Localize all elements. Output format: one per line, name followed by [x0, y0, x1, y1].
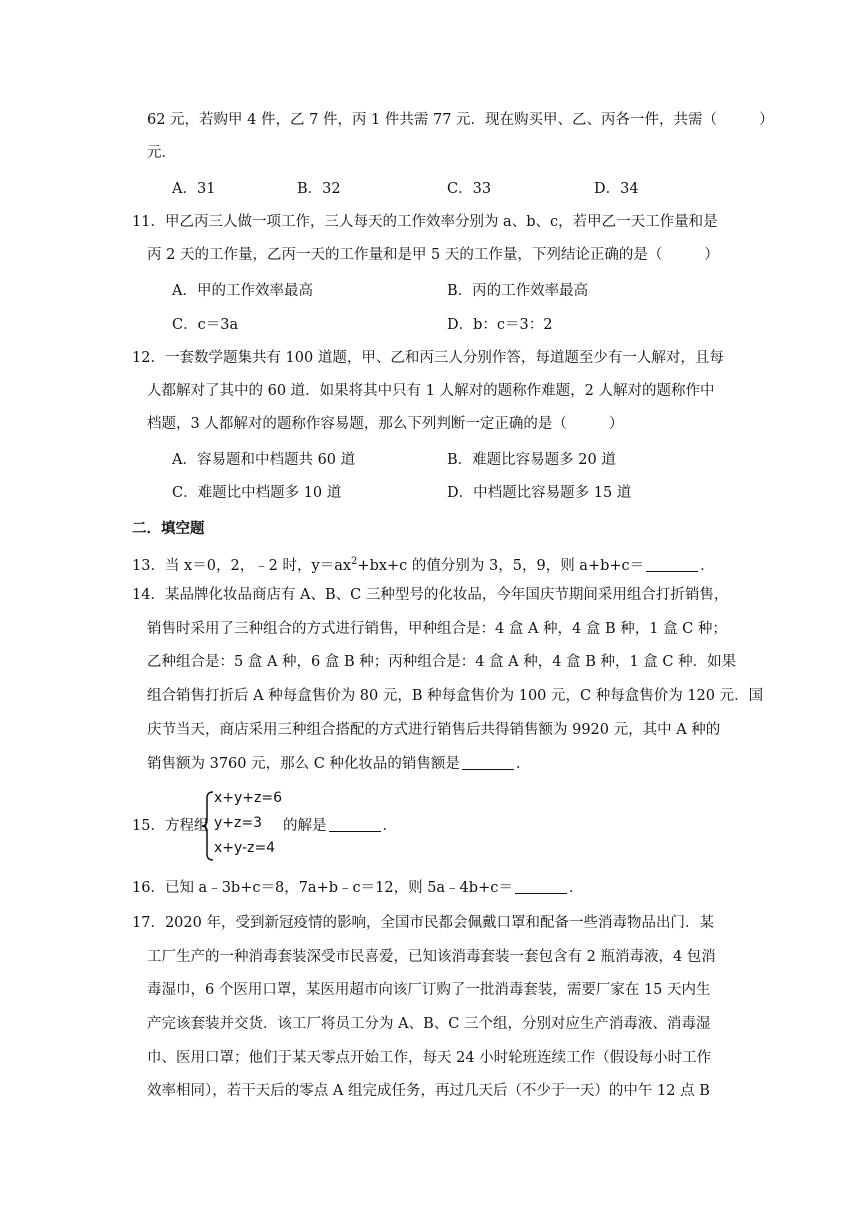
q11-text: 丙 2 天的工作量，乙丙一天的工作量和是甲 5 天的工作量，下列结论正确的是（ — [147, 247, 663, 263]
q11-option-d: D．b：c＝3：2 — [447, 317, 553, 333]
q10-line2: 元． — [147, 145, 176, 161]
q17-line3: 毒湿巾，6 个医用口罩，某医用超市向该厂订购了一批消毒套装，需要厂家在 15 天内生 — [147, 982, 711, 998]
q10-option-d: D．34 — [594, 181, 639, 197]
q12-option-d: D．中档题比容易题多 15 道 — [447, 485, 632, 501]
q14-line2: 销售时采用了三种组合的方式进行销售，甲种组合是：4 盒 A 种，4 盒 B 种，1 盒 C 种； — [147, 621, 727, 637]
q12-line1: 12．一套数学题集共有 100 道题，甲、乙和丙三人分别作答，每道题至少有一人解对，且每 — [132, 350, 724, 366]
q14-answer-blank — [462, 755, 514, 770]
q13-text-a: 13．当 x＝0，2，﹣2 时，y＝ax — [132, 557, 352, 574]
q13-end: ． — [700, 557, 715, 574]
q12-line3 — [147, 414, 623, 434]
q14-line5: 庆节当天，商店采用三种组合搭配的方式进行销售后共得销售额为 9920 元，其中 A 种的 — [147, 722, 721, 738]
q11-line2 — [147, 245, 719, 265]
q14-line3: 乙种组合是：5 盒 A 种，6 盒 B 种；丙种组合是：4 盒 A 种，4 盒 B 种，1 盒 C 种．如果 — [147, 654, 737, 670]
q11-paren-close: ） — [704, 247, 719, 263]
q13-answer-blank — [646, 557, 698, 572]
q15-equation-2: y+z=3 — [214, 815, 263, 831]
q10-line1 — [147, 110, 774, 130]
q16-end: ． — [568, 880, 584, 896]
q13-line — [132, 552, 715, 576]
q17-line4: 产完该套装并交货．该工厂将员工分为 A、B、C 三个组，分别对应生产消毒液、消毒湿 — [147, 1016, 711, 1032]
q10-text: 62 元，若购甲 4 件，乙 7 件，丙 1 件共需 77 元．现在购买甲、乙、丙各一件，共需（ — [147, 112, 718, 128]
q13-text-b: +bx+c 的值分别为 3，5，9，则 a+b+c＝ — [357, 557, 645, 574]
q12-paren-close: ） — [608, 416, 624, 432]
q11-option-b: B．丙的工作效率最高 — [447, 283, 589, 299]
q13-exponent: 2 — [351, 556, 358, 567]
q15-suffix-line — [283, 816, 397, 836]
q16-line — [132, 878, 583, 898]
q12-line2: 人都解对了其中的 60 道．如果将其中只有 1 人解对的题称作难题，2 人解对的题称作中 — [147, 383, 715, 399]
q17-line2: 工厂生产的一种消毒套装深受市民喜爱，已知该消毒套装一套包含有 2 瓶消毒液，4 包消 — [147, 949, 716, 965]
q16-answer-blank — [515, 879, 567, 894]
q15-answer-blank — [329, 817, 381, 832]
section-fill-in-title: 二．填空题 — [132, 520, 205, 537]
q12-option-c: C．难题比中档题多 10 道 — [172, 485, 342, 501]
q14-text: 销售额为 3760 元，那么 C 种化妆品的销售额是 — [147, 756, 460, 772]
q10-option-c: C．33 — [447, 181, 492, 197]
q10-option-b: B．32 — [297, 181, 341, 197]
q11-line1: 11．甲乙丙三人做一项工作，三人每天的工作效率分别为 a、b、c，若甲乙一天工作量和是 — [132, 214, 718, 230]
q14-line1: 14．某品牌化妆品商店有 A、B、C 三种型号的化妆品，今年国庆节期间采用组合打折销售， — [132, 587, 729, 603]
q17-line6: 效率相同），若干天后的零点 A 组完成任务，再过几天后（不少于一天）的中午 12 点 B — [147, 1083, 710, 1099]
q12-option-a: A．容易题和中档题共 60 道 — [172, 452, 356, 468]
q17-line5: 巾、医用口罩；他们于某天零点开始工作，每天 24 小时轮班连续工作（假设每小时工作 — [147, 1050, 712, 1066]
q10-paren-close: ） — [759, 112, 774, 128]
q15-end: ． — [382, 818, 397, 834]
q14-line4: 组合销售打折后 A 种每盒售价为 80 元，B 种每盒售价为 100 元，C 种每盒售价为 120 元．国 — [147, 688, 764, 704]
q15-suffix: 的解是 — [283, 818, 327, 834]
q15-equation-1: x+y+z=6 — [214, 790, 283, 806]
q16-text: 16．已知 a﹣3b+c＝8，7a+b﹣c＝12，则 5a﹣4b+c＝ — [132, 880, 513, 896]
q12-option-b: B．难题比容易题多 20 道 — [447, 452, 616, 468]
q14-line6 — [147, 754, 530, 774]
q15-equation-3: x+y-z=4 — [214, 840, 276, 856]
q15-prefix: 15．方程组 — [132, 818, 209, 834]
q11-option-c: C．c＝3a — [172, 317, 239, 333]
q17-line1: 17．2020 年，受到新冠疫情的影响，全国市民都会佩戴口罩和配备一些消毒物品出门．某 — [132, 915, 714, 931]
q14-end: ． — [515, 756, 531, 772]
q11-option-a: A．甲的工作效率最高 — [172, 283, 313, 299]
q12-text: 档题，3 人都解对的题称作容易题，那么下列判断一定正确的是（ — [147, 416, 567, 432]
q10-option-a: A．31 — [172, 181, 216, 197]
